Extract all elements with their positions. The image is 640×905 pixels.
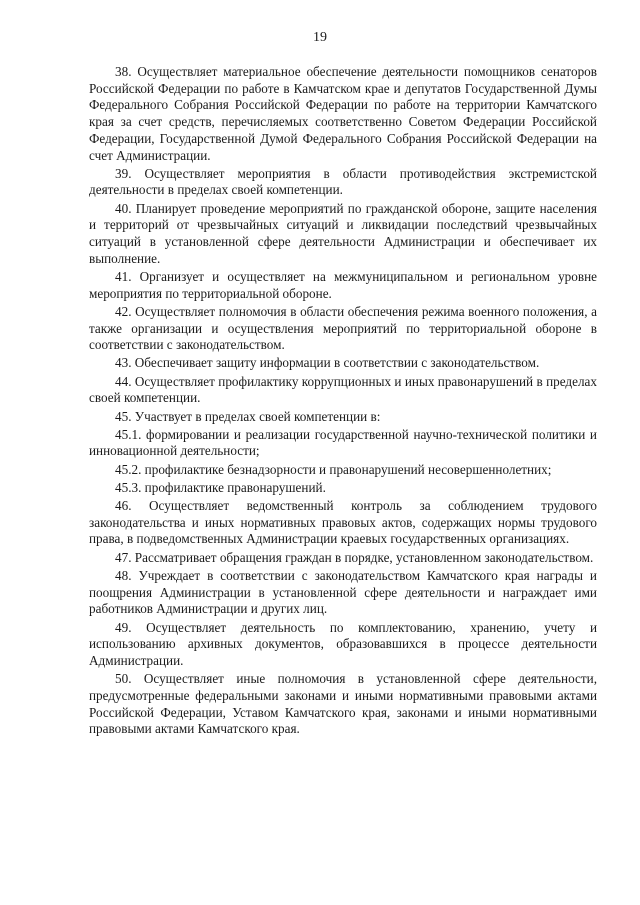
document-body	[89, 64, 597, 738]
paragraph-50: 50. Осуществляет иные полномочия в установленной сфере деятельности, предусмотренные федеральными законами и иными нормативными правовыми актами Российской Федерации, Уставом Камчатского края, законами и иными нормативными правовыми актами Камчатского края.	[89, 671, 597, 737]
page-number: 19	[313, 30, 327, 45]
paragraph-45-3: 45.3. профилактике правонарушений.	[115, 479, 326, 495]
paragraph-45-1: 45.1. формировании и реализации государственной научно-технической политики и инновационной деятельности;	[89, 426, 597, 459]
paragraph-44: 44. Осуществляет профилактику коррупционных и иных правонарушений в пределах своей компетенции.	[89, 373, 597, 406]
paragraph-42: 42. Осуществляет полномочия в области обеспечения режима военного положения, а также организации и осуществления мероприятий по территориальной обороне в соответствии с законодательством.	[89, 303, 597, 353]
paragraph-43: 43. Обеспечивает защиту информации в соответствии с законодательством.	[115, 355, 540, 371]
paragraph-39: 39. Осуществляет мероприятия в области противодействия экстремистской деятельности в пределах своей компетенции.	[89, 165, 597, 198]
paragraph-40: 40. Планирует проведение мероприятий по гражданской обороне, защите населения и территорий от чрезвычайных ситуаций и ликвидации последствий чрезвычайных ситуаций в установленной сфере деятельности Администрации и обеспечивает их выполнение.	[89, 200, 597, 266]
paragraph-38: 38. Осуществляет материальное обеспечение деятельности помощников сенаторов Российской Федерации по работе в Камчатском крае и депутатов Государственной Думы Федерального Собрания Российской Федерации по работе на территории Камчатского края за счет средств, перечисляемых соответственно Советом Федерации Российской Федерации, Государственной Думой Федерального Собрания Российской Федерации на счет Администрации.	[89, 64, 597, 163]
paragraph-41: 41. Организует и осуществляет на межмуниципальном и региональном уровне мероприятия по территориальной обороне.	[89, 268, 597, 301]
paragraph-47: 47. Рассматривает обращения граждан в порядке, установленном законодательством.	[115, 549, 594, 565]
paragraph-45-2: 45.2. профилактике безнадзорности и правонарушений несовершеннолетних;	[115, 461, 552, 477]
paragraph-46: 46. Осуществляет ведомственный контроль за соблюдением трудового законодательства и иных нормативных правовых актов, содержащих нормы трудового права, в подведомственных Администрации краевых государственных организациях.	[89, 498, 597, 547]
paragraph-45: 45. Участвует в пределах своей компетенции в:	[115, 408, 381, 424]
paragraph-48: 48. Учреждает в соответствии с законодательством Камчатского края награды и поощрения Администрации в установленной сфере деятельности и награждает ими работников Администрации и других лиц.	[89, 567, 597, 617]
paragraph-49: 49. Осуществляет деятельность по комплектованию, хранению, учету и использованию архивных документов, образовавшихся в процессе деятельности Администрации.	[89, 619, 597, 668]
